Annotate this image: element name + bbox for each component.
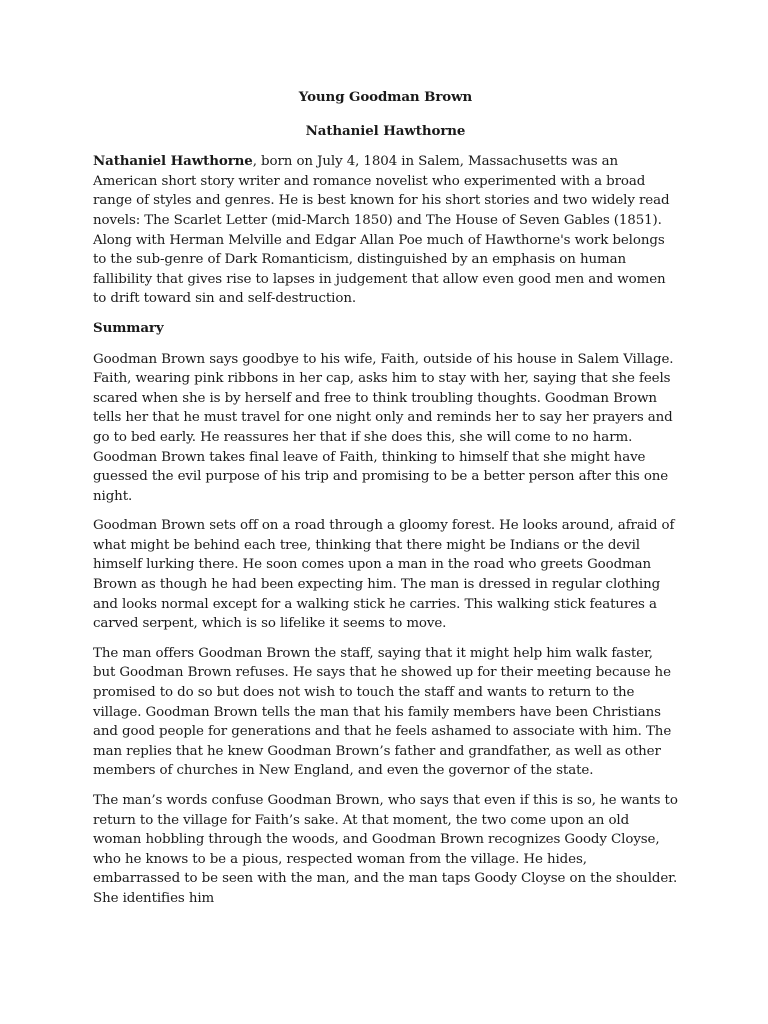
summary-paragraph-3: The man offers Goodman Brown the staff, saying that it might help him walk faster, but Goodman Brown refuses. He says that he showed up for their meeting because he promised to do so but does not wish to touch the staff and wants to return to the village. Goodman Brown tells the man that his family members have been Christians and good people for generations and that he feels ashamed to associate with him. The man replies that he knew Goodman Brown’s father and grandfather, as well as other members of churches in New England, and even the governor of the state. xyxy=(93,645,672,779)
summary-paragraph-2: Goodman Brown sets off on a road through a gloomy forest. He looks around, afraid of what might be behind each tree, thinking that there might be Indians or the devil himself lurking there. He soon comes upon a man in the road who greets Goodman Brown as though he had been expecting him. The man is dressed in regular clothing and looks normal except for a walking stick he carries. This walking stick features a carved serpent, which is so lifelike it seems to move. xyxy=(93,518,675,632)
document-author: Nathaniel Hawthorne xyxy=(305,122,466,139)
intro-author-name: Nathaniel Hawthorne xyxy=(93,153,253,170)
document-title: Young Goodman Brown xyxy=(298,89,473,105)
intro-text: , born on July 4, 1804 in Salem, Massachusetts was an American short story writer and romance novelist who experimented with a broad range of styles and genres. He is best known for his short stories and two widely read novels: The Scarlet Letter (mid-March 1850) and The House of Seven Gables (1851). Along with Herman Melville and Edgar Allan Poe much of Hawthorne's work belongs to the sub-genre of Dark Romanticism, distinguished by an emphasis on human fallibility that gives rise to lapses in judgement that allow even good men and women to drift toward sin and self-destruction. xyxy=(93,154,670,307)
summary-paragraph-4: The man’s words confuse Goodman Brown, who says that even if this is so, he wants to return to the village for Faith’s sake. At that moment, the two come upon an old woman hobbling through the woods, and Goodman Brown recognizes Goody Cloyse, who he knows to be a pious, respected woman from the village. He hides, embarrassed to be seen with the man, and the man taps Goody Cloyse on the shoulder. She identifies him xyxy=(93,793,678,906)
document-body xyxy=(93,88,678,919)
intro-paragraph xyxy=(93,152,678,309)
summary-heading: Summary xyxy=(93,319,164,336)
summary-paragraph-1: Goodman Brown says goodbye to his wife, Faith, outside of his house in Salem Village. Faith, wearing pink ribbons in her cap, asks him to stay with her, saying that she feels scared when she is by herself and free to think troubling thoughts. Goodman Brown tells her that he must travel for one night only and reminds her to say her prayers and go to bed early. He reassures her that if she does this, she will come to no harm. Goodman Brown takes final leave of Faith, thinking to himself that she might have guessed the evil purpose of his trip and promising to be a better person after this one night. xyxy=(93,351,674,504)
